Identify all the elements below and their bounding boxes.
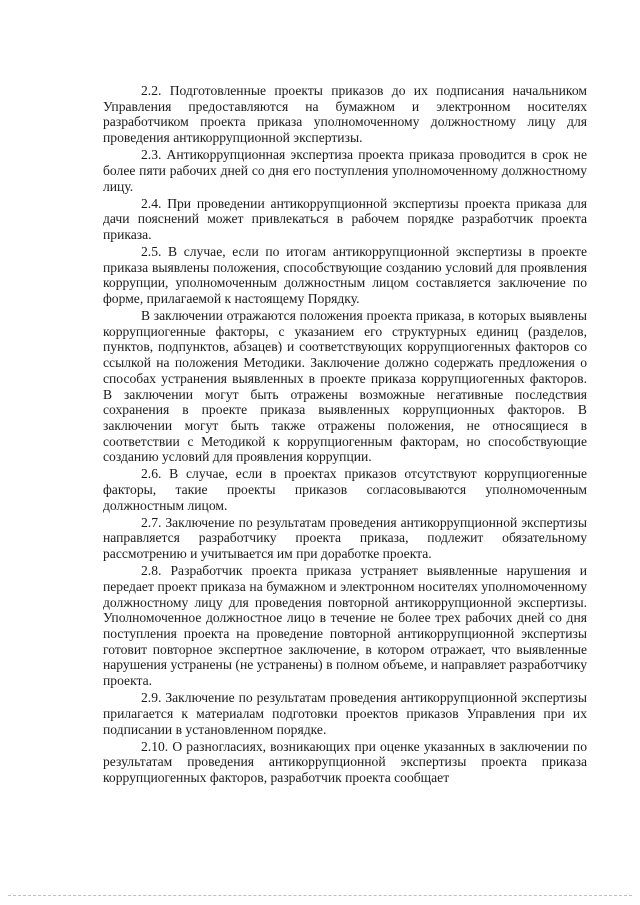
paragraph-2-6: 2.6. В случае, если в проектах приказов отсутствуют коррупциогенные факторы, такие проекты приказов согласовываются уполномоченным должностным лицом. xyxy=(103,466,587,513)
document-body xyxy=(103,83,587,787)
scan-edge-line xyxy=(8,895,632,897)
paragraph-2-7: 2.7. Заключение по результатам проведения антикоррупционной экспертизы направляется разработчику проекта приказа, подлежит обязательному рассмотрению и учитывается им при доработке проекта. xyxy=(103,514,587,562)
paragraph-2-5: 2.5. В случае, если по итогам антикоррупционной экспертизы в проекте приказа выявлены положения, способствующие созданию условий для проявления коррупции, уполномоченным должностным лицом составляется заключение по форме, прилагаемой к настоящему Порядку. xyxy=(103,243,587,307)
paragraph-2-2: 2.2. Подготовленные проекты приказов до их подписания начальником Управления предоставляются на бумажном и электронном носителях разработчиком проекта приказа уполномоченному должностному лицу для проведения антикоррупционной экспертизы. xyxy=(103,83,587,146)
paragraph-2-4: 2.4. При проведении антикоррупционной экспертизы проекта приказа для дачи пояснений может привлекаться в рабочем порядке разработчик проекта приказа. xyxy=(103,195,587,242)
paragraph-2-5-conclusion: В заключении отражаются положения проекта приказа, в которых выявлены коррупциогенные факторы, с указанием его структурных единиц (разделов, пунктов, подпунктов, абзацев) и соответствующих коррупциогенных факторов со ссылкой на положения Методики. Заключение должно содержать предложения о способах устранения выявленных в проекте приказа коррупциогенных факторов. В заключении могут быть отражены возможные негативные последствия сохранения в проекте приказа выявленных коррупционных факторов. В заключении могут быть также отражены положения, не относящиеся в соответствии с Методикой к коррупциогенным факторам, но способствующие созданию условий для проявления коррупции. xyxy=(103,308,587,465)
paragraph-2-8: 2.8. Разработчик проекта приказа устраняет выявленные нарушения и передает проект приказа на бумажном и электронном носителях уполномоченному должностному лицу для проведения повторной антикоррупционной экспертизы. Уполномоченное должностное лицо в течение не более трех рабочих дней со дня поступления проекта на проведение повторной антикоррупционной экспертизы готовит повторное экспертное заключение, в котором отражает, что выявленные нарушения устранены (не устранены) в полном объеме, и направляет разработчику проекта. xyxy=(103,563,587,689)
paragraph-2-10: 2.10. О разногласиях, возникающих при оценке указанных в заключении по результатам проведения антикоррупционной экспертизы проекта приказа коррупциогенных факторов, разработчик проекта сообщает xyxy=(103,738,587,785)
paragraph-2-9: 2.9. Заключение по результатам проведения антикоррупционной экспертизы прилагается к материалам подготовки проектов приказов Управления при их подписании в установленном порядке. xyxy=(103,690,587,737)
paragraph-2-3: 2.3. Антикоррупционная экспертиза проекта приказа проводится в срок не более пяти рабочих дней со дня его поступления уполномоченному должностному лицу. xyxy=(103,147,587,194)
